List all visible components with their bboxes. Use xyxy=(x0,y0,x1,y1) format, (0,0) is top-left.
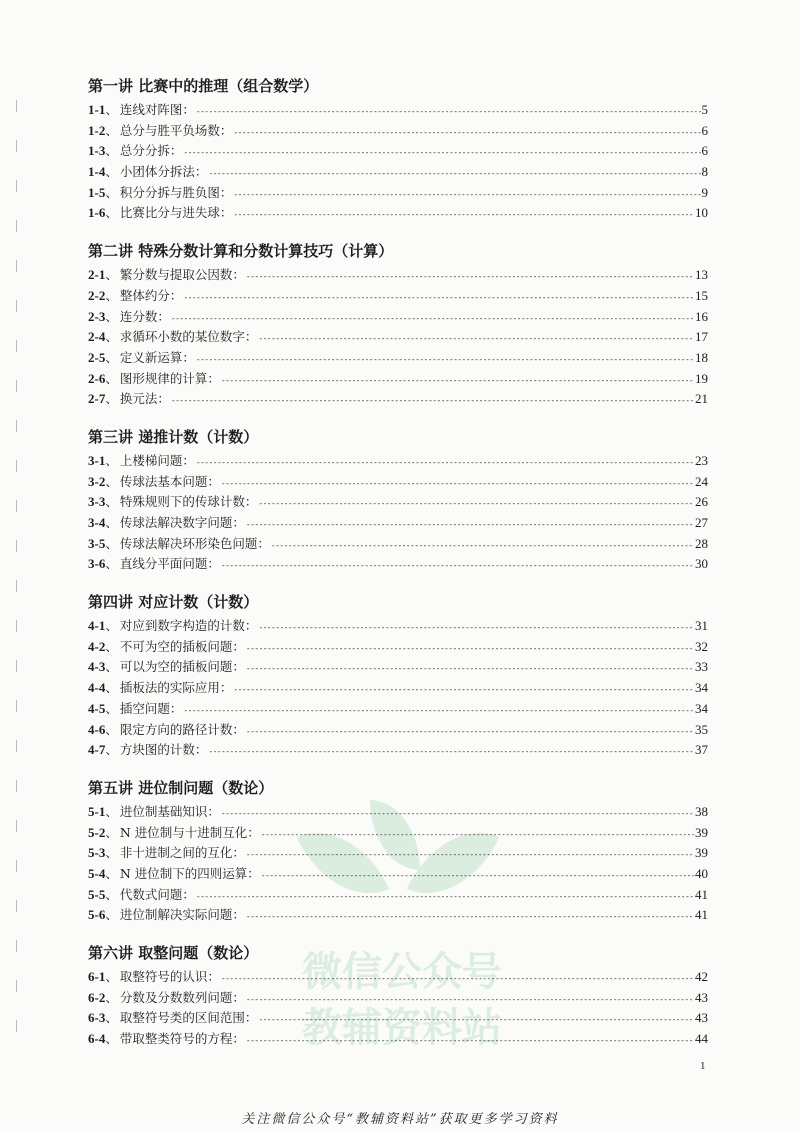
edge-mark xyxy=(16,620,17,632)
entry-separator: 、 xyxy=(105,618,118,634)
edge-mark xyxy=(16,500,17,512)
entry-page: 40 xyxy=(695,865,708,881)
entry-page: 34 xyxy=(695,700,708,716)
toc-entry xyxy=(88,100,708,121)
entry-page: 39 xyxy=(695,845,708,861)
entry-number: 4-1 xyxy=(88,618,106,634)
entry-page: 31 xyxy=(695,618,708,634)
entry-page: 10 xyxy=(695,205,708,221)
entry-separator: 、 xyxy=(105,1010,118,1026)
entry-title: 插板法的实际应用： xyxy=(119,680,233,696)
entry-number: 1-4 xyxy=(88,164,106,180)
entry-number: 6-4 xyxy=(88,1031,106,1047)
toc-entry xyxy=(88,554,708,575)
edge-mark xyxy=(16,900,17,912)
toc-entry xyxy=(88,121,708,142)
toc-entry xyxy=(88,657,708,678)
edge-mark xyxy=(16,980,17,992)
entry-page: 23 xyxy=(695,452,708,468)
entry-separator: 、 xyxy=(105,122,118,138)
entry-title: 分数及分数数列问题： xyxy=(119,989,245,1005)
entry-title: N 进位制与十进制互化： xyxy=(119,824,260,840)
entry-separator: 、 xyxy=(105,556,118,572)
dash-leader xyxy=(261,825,694,846)
entry-title: 传球法解决数字问题： xyxy=(119,515,245,530)
entry-separator: 、 xyxy=(105,824,118,840)
entry-page: 18 xyxy=(695,349,708,365)
entry-title: 对应到数字构造的计数： xyxy=(119,618,258,634)
page-number: 1 xyxy=(700,1060,706,1072)
edge-mark xyxy=(16,780,17,792)
dash-leader xyxy=(246,907,694,928)
entry-title: 比赛比分与进失球： xyxy=(119,205,233,221)
edge-mark xyxy=(16,100,17,112)
entry-number: 5-4 xyxy=(88,865,106,881)
entry-title: 整体约分： xyxy=(119,287,183,303)
entry-title: 非十进制之间的互化： xyxy=(119,845,245,861)
edge-mark xyxy=(16,180,17,192)
entry-separator: 、 xyxy=(105,700,118,716)
entry-separator: 、 xyxy=(105,349,118,365)
dash-leader xyxy=(258,494,694,515)
entry-title: 传球法基本问题： xyxy=(119,473,220,489)
dash-leader xyxy=(246,639,694,660)
dash-leader xyxy=(196,453,694,474)
entry-separator: 、 xyxy=(105,1031,118,1047)
entry-title: 总分与胜平负场数： xyxy=(119,122,233,138)
entry-title: 方块图的计数： xyxy=(119,742,208,758)
entry-title: 积分分拆与胜负图： xyxy=(119,184,233,200)
section-title: 第四讲 对应计数（计数） xyxy=(88,593,259,612)
entry-separator: 、 xyxy=(105,638,118,654)
toc-entry xyxy=(88,265,708,286)
dash-leader xyxy=(271,536,694,557)
entry-page: 17 xyxy=(695,329,708,345)
entry-separator: 、 xyxy=(105,742,118,758)
toc-entry xyxy=(88,988,708,1009)
entry-separator: 、 xyxy=(105,535,118,551)
table-of-contents xyxy=(88,74,708,1065)
entry-number: 1-5 xyxy=(88,184,106,200)
entry-separator: 、 xyxy=(105,803,118,819)
entry-page: 41 xyxy=(695,907,708,923)
dash-leader xyxy=(171,391,694,412)
toc-entry xyxy=(88,967,708,988)
edge-mark xyxy=(16,860,17,872)
edge-mark xyxy=(16,700,17,712)
entry-title: 小团体分拆法： xyxy=(119,164,208,180)
entry-number: 2-4 xyxy=(88,329,106,345)
section-title: 第二讲 特殊分数计算和分数计算技巧（计算） xyxy=(88,242,394,261)
entry-page: 24 xyxy=(695,473,708,489)
entry-number: 3-4 xyxy=(88,515,106,530)
entry-number: 2-5 xyxy=(88,349,106,365)
toc-entry xyxy=(88,823,708,844)
entry-number: 3-1 xyxy=(88,452,106,468)
toc-entry xyxy=(88,451,708,472)
dash-leader xyxy=(221,556,694,577)
dash-leader xyxy=(221,804,694,825)
dash-leader xyxy=(233,205,694,226)
entry-number: 2-2 xyxy=(88,287,106,303)
entry-page: 9 xyxy=(701,184,708,200)
dash-leader xyxy=(246,515,694,536)
entry-separator: 、 xyxy=(105,143,118,159)
entry-page: 15 xyxy=(695,287,708,303)
entry-title: 传球法解决环形染色问题： xyxy=(119,535,270,551)
entry-separator: 、 xyxy=(105,164,118,180)
edge-mark xyxy=(16,420,17,432)
toc-entry xyxy=(88,307,708,328)
dash-leader xyxy=(246,722,694,743)
entry-page: 32 xyxy=(695,638,708,654)
dash-leader xyxy=(208,742,694,763)
entry-separator: 、 xyxy=(105,721,118,737)
toc-section xyxy=(88,425,708,575)
section-title: 第一讲 比赛中的推理（组合数学） xyxy=(88,77,319,95)
dash-leader xyxy=(183,143,700,164)
toc-entry xyxy=(88,389,708,410)
entry-separator: 、 xyxy=(105,680,118,696)
entry-separator: 、 xyxy=(105,329,118,345)
entry-page: 35 xyxy=(695,721,708,737)
entry-title: 求循环小数的某位数字： xyxy=(119,329,258,345)
entry-number: 4-3 xyxy=(88,659,106,675)
entry-separator: 、 xyxy=(105,452,118,468)
dash-leader xyxy=(246,1031,694,1052)
scan-edge-marks xyxy=(16,100,20,1060)
entry-number: 1-6 xyxy=(88,205,106,221)
entry-page: 6 xyxy=(701,143,708,159)
entry-separator: 、 xyxy=(105,907,118,923)
section-title: 第六讲 取整问题（数论） xyxy=(88,944,259,962)
entry-page: 43 xyxy=(695,1010,708,1026)
entry-page: 13 xyxy=(695,267,708,283)
entry-separator: 、 xyxy=(105,969,118,984)
dash-leader xyxy=(261,866,694,887)
toc-section xyxy=(88,590,708,761)
entry-separator: 、 xyxy=(105,205,118,221)
entry-number: 6-3 xyxy=(88,1010,106,1026)
toc-entry xyxy=(88,802,708,823)
toc-entry xyxy=(88,534,708,555)
entry-number: 2-3 xyxy=(88,308,106,324)
entry-number: 5-3 xyxy=(88,845,106,861)
entry-separator: 、 xyxy=(105,391,118,407)
edge-mark xyxy=(16,540,17,552)
entry-page: 34 xyxy=(695,680,708,696)
toc-entry xyxy=(88,348,708,369)
dash-leader xyxy=(246,845,694,866)
entry-number: 2-7 xyxy=(88,391,106,407)
entry-number: 6-2 xyxy=(88,989,106,1005)
entry-title: 可以为空的插板问题： xyxy=(119,659,245,675)
entry-title: 限定方向的路径计数： xyxy=(119,721,245,737)
dash-leader xyxy=(246,990,694,1011)
entry-title: 带取整类符号的方程： xyxy=(119,1031,245,1047)
toc-section xyxy=(88,239,708,410)
entry-title: 定义新运算： xyxy=(119,349,195,365)
toc-entry xyxy=(88,472,708,493)
edge-mark xyxy=(16,300,17,312)
entry-number: 3-2 xyxy=(88,473,106,489)
entry-title: 不可为空的插板问题： xyxy=(119,638,245,654)
entry-number: 5-6 xyxy=(88,907,106,923)
entry-page: 42 xyxy=(695,969,708,984)
toc-entry xyxy=(88,1029,708,1050)
entry-separator: 、 xyxy=(105,370,118,386)
entry-title: 插空问题： xyxy=(119,700,183,716)
edge-mark xyxy=(16,940,17,952)
entry-title: 代数式问题： xyxy=(119,886,195,902)
toc-entry xyxy=(88,183,708,204)
toc-entry xyxy=(88,513,708,534)
entry-title: N 进位制下的四则运算： xyxy=(119,865,260,881)
entry-page: 43 xyxy=(695,989,708,1005)
entry-separator: 、 xyxy=(105,308,118,324)
dash-leader xyxy=(258,618,694,639)
dash-leader xyxy=(233,680,694,701)
edge-mark xyxy=(16,1020,17,1032)
edge-mark xyxy=(16,460,17,472)
toc-entry xyxy=(88,637,708,658)
entry-page: 6 xyxy=(701,122,708,138)
dash-leader xyxy=(246,659,694,680)
toc-entry xyxy=(88,740,708,761)
entry-page: 44 xyxy=(695,1031,708,1047)
dash-leader xyxy=(196,350,694,371)
entry-separator: 、 xyxy=(105,287,118,303)
entry-number: 2-1 xyxy=(88,267,106,283)
toc-entry xyxy=(88,720,708,741)
entry-separator: 、 xyxy=(105,515,118,530)
entry-title: 直线分平面问题： xyxy=(119,556,220,572)
entry-page: 8 xyxy=(701,164,708,180)
entry-separator: 、 xyxy=(105,102,118,117)
entry-page: 21 xyxy=(695,391,708,407)
entry-page: 30 xyxy=(695,556,708,572)
entry-number: 5-5 xyxy=(88,886,106,902)
dash-leader xyxy=(221,474,694,495)
entry-page: 39 xyxy=(695,824,708,840)
entry-page: 38 xyxy=(695,803,708,819)
toc-entry xyxy=(88,885,708,906)
toc-entry xyxy=(88,678,708,699)
entry-title: 换元法： xyxy=(119,391,170,407)
toc-entry xyxy=(88,162,708,183)
entry-title: 取整符号类的区间范围： xyxy=(119,1010,258,1026)
entry-title: 总分分拆： xyxy=(119,143,183,159)
dash-leader xyxy=(233,185,700,206)
entry-page: 41 xyxy=(695,886,708,902)
entry-title: 连分数： xyxy=(119,308,170,324)
entry-page: 37 xyxy=(695,742,708,758)
entry-number: 6-1 xyxy=(88,969,106,984)
entry-separator: 、 xyxy=(105,989,118,1005)
toc-section xyxy=(88,74,708,224)
entry-page: 26 xyxy=(695,494,708,510)
dash-leader xyxy=(221,969,694,990)
entry-page: 5 xyxy=(701,102,708,117)
entry-page: 19 xyxy=(695,370,708,386)
toc-entry xyxy=(88,286,708,307)
entry-separator: 、 xyxy=(105,473,118,489)
toc-section xyxy=(88,941,708,1050)
toc-entry xyxy=(88,369,708,390)
entry-title: 进位制解决实际问题： xyxy=(119,907,245,923)
dash-leader xyxy=(183,701,694,722)
entry-title: 繁分数与提取公因数： xyxy=(119,267,245,283)
entry-number: 1-1 xyxy=(88,102,106,117)
entry-number: 5-2 xyxy=(88,824,106,840)
entry-title: 连线对阵图： xyxy=(119,102,195,117)
entry-title: 取整符号的认识： xyxy=(119,969,220,984)
entry-separator: 、 xyxy=(105,184,118,200)
edge-mark xyxy=(16,220,17,232)
dash-leader xyxy=(171,309,694,330)
toc-entry xyxy=(88,1008,708,1029)
dash-leader xyxy=(221,371,694,392)
dash-leader xyxy=(196,887,694,908)
watermark-line-2: 教辅资料站 xyxy=(302,1005,502,1051)
entry-number: 5-1 xyxy=(88,803,106,819)
toc-entry xyxy=(88,492,708,513)
toc-entry xyxy=(88,141,708,162)
entry-title: 图形规律的计算： xyxy=(119,370,220,386)
dash-leader xyxy=(196,102,701,123)
toc-entry xyxy=(88,699,708,720)
entry-number: 4-2 xyxy=(88,638,106,654)
entry-separator: 、 xyxy=(105,865,118,881)
dash-leader xyxy=(208,164,700,185)
dash-leader xyxy=(233,123,700,144)
entry-number: 3-3 xyxy=(88,494,106,510)
edge-mark xyxy=(16,820,17,832)
entry-separator: 、 xyxy=(105,845,118,861)
entry-number: 4-7 xyxy=(88,742,106,758)
watermark-line-1: 微信公众号 xyxy=(302,949,502,995)
entry-number: 3-6 xyxy=(88,556,106,572)
toc-entry xyxy=(88,327,708,348)
entry-separator: 、 xyxy=(105,267,118,283)
entry-number: 1-2 xyxy=(88,122,106,138)
entry-separator: 、 xyxy=(105,494,118,510)
entry-page: 33 xyxy=(695,659,708,675)
toc-entry xyxy=(88,203,708,224)
edge-mark xyxy=(16,380,17,392)
dash-leader xyxy=(258,329,694,350)
edge-mark xyxy=(16,660,17,672)
edge-mark xyxy=(16,580,17,592)
toc-section xyxy=(88,776,708,926)
entry-number: 4-4 xyxy=(88,680,106,696)
entry-number: 4-5 xyxy=(88,700,106,716)
entry-title: 特殊规则下的传球计数： xyxy=(119,494,258,510)
entry-separator: 、 xyxy=(105,659,118,675)
entry-page: 27 xyxy=(695,515,708,530)
dash-leader xyxy=(258,1010,694,1031)
dash-leader xyxy=(246,267,694,288)
section-title: 第五讲 进位制问题（数论） xyxy=(88,778,274,797)
entry-separator: 、 xyxy=(105,886,118,902)
toc-entry xyxy=(88,616,708,637)
entry-number: 4-6 xyxy=(88,721,106,737)
dash-leader xyxy=(183,288,694,309)
entry-title: 上楼梯问题： xyxy=(119,452,195,468)
entry-number: 2-6 xyxy=(88,370,106,386)
entry-title: 进位制基础知识： xyxy=(119,803,220,819)
entry-page: 16 xyxy=(695,308,708,324)
edge-mark xyxy=(16,740,17,752)
toc-entry xyxy=(88,843,708,864)
toc-entry xyxy=(88,864,708,885)
edge-mark xyxy=(16,140,17,152)
toc-entry xyxy=(88,905,708,926)
edge-mark xyxy=(16,260,17,272)
edge-mark xyxy=(16,340,17,352)
section-title: 第三讲 递推计数（计数） xyxy=(88,427,259,446)
entry-number: 1-3 xyxy=(88,143,106,159)
footer-note: 关注微信公众号“教辅资料站”获取更多学习资料 xyxy=(241,1112,559,1127)
entry-page: 28 xyxy=(695,535,708,551)
entry-number: 3-5 xyxy=(88,535,106,551)
